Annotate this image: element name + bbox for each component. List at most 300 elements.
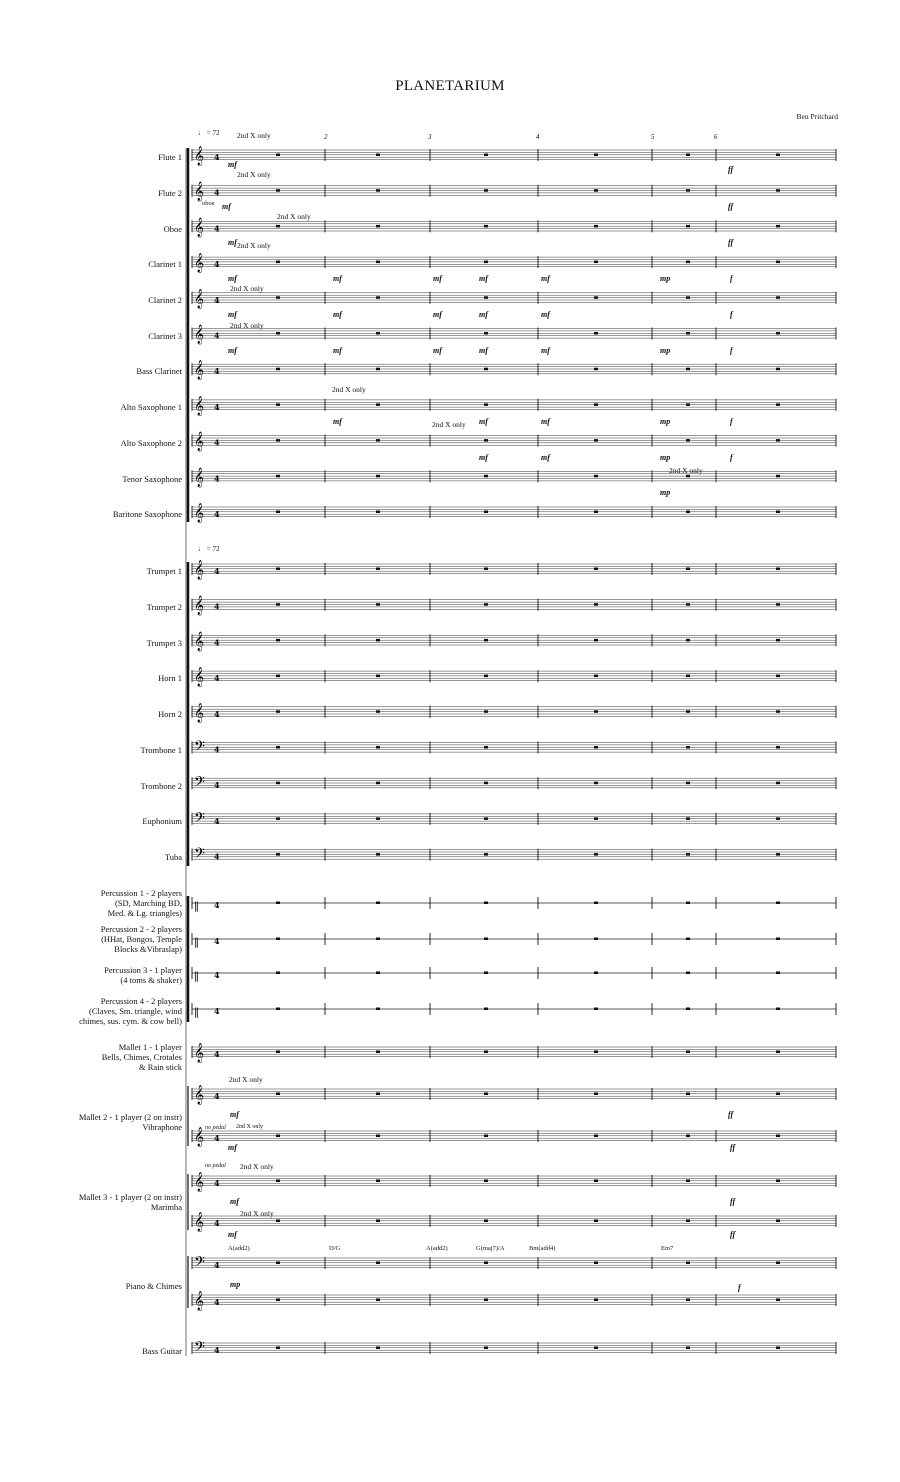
instrument-label: Horn 1 [158, 673, 182, 683]
dynamic: mf [541, 346, 550, 355]
mallet-label: Mallet 3 - 1 player (2 on instr) Marimba [78, 1192, 182, 1212]
dynamic: mf [479, 417, 488, 426]
rest-mark [484, 225, 488, 228]
clef-icon: ‖ [194, 937, 199, 948]
dynamic: f [730, 417, 733, 426]
rest-mark [276, 603, 280, 606]
time-signature: 4 [214, 187, 220, 198]
rest-mark [484, 938, 488, 941]
rest-mark [276, 1008, 280, 1011]
rest-mark [594, 1008, 598, 1011]
rest-mark [376, 1347, 380, 1350]
cue-text: 2nd X only [237, 131, 271, 140]
cue-text: 2nd X only [230, 284, 264, 293]
dynamic: mf [479, 310, 488, 319]
clef-icon: 𝄢 [194, 738, 205, 759]
time-signature: 4 [214, 223, 220, 234]
rest-mark [686, 368, 690, 371]
rest-mark [594, 817, 598, 820]
rest-mark [776, 746, 780, 749]
rest-mark [686, 938, 690, 941]
instrument-label: Alto Saxophone 1 [120, 402, 182, 412]
time-signature: 4 [214, 1091, 220, 1101]
rest-mark [484, 261, 488, 264]
rest-mark [776, 439, 780, 442]
time-signature: 4 [214, 1260, 220, 1270]
rest-mark [776, 1008, 780, 1011]
mallet-label: Mallet 1 - 1 player Bells, Chimes, Crotales & Rain stick [101, 1042, 182, 1072]
rest-mark [686, 403, 690, 406]
rest-mark [276, 1347, 280, 1350]
rest-mark [686, 1299, 690, 1302]
rest-mark [276, 853, 280, 856]
dynamic: mf [230, 1110, 239, 1119]
dynamic: mf [228, 274, 237, 283]
dynamic: mf [333, 274, 342, 283]
time-signature: 4 [214, 366, 220, 377]
rest-mark [376, 368, 380, 371]
dynamic: mp [660, 346, 671, 355]
rest-mark [484, 603, 488, 606]
clef-icon: 𝄞 [194, 595, 205, 616]
rest-mark [594, 154, 598, 157]
percussion-label: Percussion 4 - 2 players (Claves, Sm. triangle, wind chimes, sus. cym. & cow bell) [79, 996, 182, 1026]
bass-guitar-label: Bass Guitar [142, 1346, 182, 1356]
dynamic: mf [541, 417, 550, 426]
rest-mark [376, 189, 380, 192]
rest-mark [276, 511, 280, 514]
rest-mark [276, 296, 280, 299]
rest-mark [594, 1093, 598, 1096]
rest-mark [594, 439, 598, 442]
dynamic: mf [433, 310, 442, 319]
time-signature: 4 [214, 1297, 220, 1307]
dynamic: mf [230, 1197, 239, 1206]
clef-icon: 𝄞 [194, 146, 205, 166]
clef-icon: ‖ [194, 971, 199, 982]
percussion-label: Percussion 3 - 1 player (4 toms & shaker) [104, 965, 182, 985]
instrument-label: Tenor Saxophone [122, 474, 182, 484]
rest-mark [776, 710, 780, 713]
rest-mark [776, 972, 780, 975]
rest-mark [376, 154, 380, 157]
rest-mark [376, 1299, 380, 1302]
dynamic: mf [228, 310, 237, 319]
rest-mark [686, 225, 690, 228]
time-signature: 4 [214, 1345, 220, 1355]
rest-mark [484, 1051, 488, 1054]
no-pedal: no pedal [205, 1163, 226, 1169]
chord-symbol: A(add2) [228, 1245, 250, 1252]
dynamic: mf [541, 453, 550, 462]
rest-mark [776, 938, 780, 941]
rest-mark [276, 403, 280, 406]
clef-icon: 𝄞 [194, 181, 205, 202]
rest-mark [686, 296, 690, 299]
rest-mark [686, 902, 690, 905]
clef-icon: 𝄢 [194, 809, 205, 830]
rest-mark [376, 746, 380, 749]
rest-mark [594, 972, 598, 975]
dynamic: mf [228, 238, 237, 247]
rest-mark [686, 189, 690, 192]
rest-mark [594, 568, 598, 571]
dynamic: mf [333, 346, 342, 355]
instrument-label: Euphonium [142, 816, 182, 826]
measure-number: 4 [536, 133, 540, 141]
time-signature: 4 [214, 1133, 220, 1143]
rest-mark [594, 853, 598, 856]
rest-mark [686, 568, 690, 571]
rest-mark [594, 746, 598, 749]
rest-mark [484, 403, 488, 406]
rest-mark [776, 154, 780, 157]
rest-mark [484, 639, 488, 642]
rest-mark [594, 296, 598, 299]
time-signature: 4 [214, 509, 220, 519]
time-signature: 4 [214, 780, 220, 791]
rest-mark [594, 1299, 598, 1302]
rest-mark [484, 1220, 488, 1223]
rest-mark [276, 639, 280, 642]
measure-number: 2 [324, 133, 328, 141]
rest-mark [276, 902, 280, 905]
instrument-label: Clarinet 2 [148, 295, 182, 305]
tempo-marking: ♩ = 72 [198, 129, 220, 137]
rest-mark [594, 710, 598, 713]
rest-mark [686, 1008, 690, 1011]
rest-mark [484, 902, 488, 905]
time-signature: 4 [214, 601, 220, 612]
dynamic: ff [728, 202, 734, 211]
rest-mark [376, 1093, 380, 1096]
rest-mark [376, 817, 380, 820]
rest-mark [686, 154, 690, 157]
clef-icon: 𝄢 [194, 1254, 205, 1274]
dynamic: mf [228, 1230, 237, 1239]
clef-icon: 𝄞 [194, 1085, 205, 1105]
clef-icon: 𝄢 [194, 845, 205, 866]
rest-mark [776, 403, 780, 406]
rest-mark [276, 1093, 280, 1096]
rest-mark [276, 475, 280, 478]
rest-mark [276, 710, 280, 713]
rest-mark [776, 511, 780, 514]
chord-symbol: Em7 [661, 1245, 674, 1252]
rest-mark [776, 475, 780, 478]
rest-mark [484, 439, 488, 442]
rest-mark [594, 782, 598, 785]
instrument-label: Tuba [164, 852, 182, 862]
dynamic: mf [433, 346, 442, 355]
instrument-label: Flute 2 [158, 188, 182, 198]
rest-mark [594, 938, 598, 941]
cue-text: 2nd X only [240, 1162, 274, 1171]
dynamic: mf [541, 310, 550, 319]
clef-icon: 𝄞 [194, 1291, 205, 1311]
cue-text: 2nd X only [237, 170, 271, 179]
cue-text: 2nd X only [669, 466, 703, 475]
instrument-label: Trumpet 3 [146, 638, 182, 648]
time-signature: 4 [214, 637, 220, 648]
dynamic: mf [333, 310, 342, 319]
cue-text: 2nd X only [332, 385, 366, 394]
rest-mark [276, 675, 280, 678]
rest-mark [776, 1051, 780, 1054]
rest-mark [686, 853, 690, 856]
rest-mark [776, 639, 780, 642]
rest-mark [686, 710, 690, 713]
rest-mark [686, 1135, 690, 1138]
dynamic: f [730, 346, 733, 355]
dynamic: mf [228, 346, 237, 355]
rest-mark [776, 1180, 780, 1183]
rest-mark [594, 675, 598, 678]
rest-mark [686, 639, 690, 642]
rest-mark [686, 972, 690, 975]
rest-mark [484, 710, 488, 713]
rest-mark [776, 603, 780, 606]
rest-mark [594, 1347, 598, 1350]
rest-mark [776, 225, 780, 228]
clef-icon: 𝄞 [194, 1127, 205, 1147]
cue-text: 2nd X only [240, 1209, 274, 1218]
rest-mark [686, 439, 690, 442]
dynamic: mf [433, 274, 442, 283]
instrument-label: Bass Clarinet [136, 366, 182, 376]
dynamic: mf [222, 202, 231, 211]
time-signature: 4 [214, 294, 220, 305]
percussion-label: Percussion 1 - 2 players (SD, Marching BD, Med. & Lg. triangles) [100, 888, 182, 918]
dynamic: mp [660, 417, 671, 426]
page-title: PLANETARIUM [395, 78, 505, 94]
rest-mark [686, 1262, 690, 1265]
rest-mark [276, 1299, 280, 1302]
rest-mark [686, 1347, 690, 1350]
rest-mark [484, 972, 488, 975]
rest-mark [594, 475, 598, 478]
rest-mark [776, 332, 780, 335]
instrument-label: Horn 2 [158, 709, 182, 719]
rest-mark [484, 1093, 488, 1096]
rest-mark [376, 853, 380, 856]
rest-mark [594, 1051, 598, 1054]
rest-mark [276, 568, 280, 571]
dynamic: f [730, 274, 733, 283]
chord-symbol: G(maj7)/A [476, 1245, 505, 1252]
time-signature: 4 [214, 1049, 220, 1059]
rest-mark [376, 403, 380, 406]
time-signature: 4 [214, 673, 220, 684]
cue-text: 2nd X only [237, 241, 271, 250]
rest-mark [686, 746, 690, 749]
rest-mark [776, 853, 780, 856]
rest-mark [484, 1299, 488, 1302]
rest-mark [376, 1051, 380, 1054]
dynamic: ff [728, 238, 734, 247]
rest-mark [276, 332, 280, 335]
time-signature: 4 [214, 970, 220, 980]
instrument-label: Trumpet 1 [146, 566, 182, 576]
clef-icon: 𝄞 [194, 324, 205, 345]
rest-mark [594, 1220, 598, 1223]
cue-text: 2nd X only [277, 212, 311, 221]
tempo-marking-brass: ♩ = 72 [198, 545, 220, 553]
rest-mark [376, 296, 380, 299]
rest-mark [276, 368, 280, 371]
rest-mark [376, 1262, 380, 1265]
rest-mark [484, 1135, 488, 1138]
time-signature: 4 [214, 708, 220, 719]
clef-icon: 𝄢 [194, 774, 205, 795]
rest-mark [376, 675, 380, 678]
cue-text: 2nd X only [236, 1124, 263, 1130]
rest-mark [776, 1299, 780, 1302]
cue-text: 2nd X only [229, 1075, 263, 1084]
clef-icon: ‖ [194, 901, 199, 912]
rest-mark [276, 782, 280, 785]
dynamic: ff [730, 1197, 736, 1206]
rest-mark [686, 511, 690, 514]
rest-mark [776, 368, 780, 371]
clef-icon: 𝄞 [194, 360, 205, 381]
instrument-label: Trombone 2 [140, 781, 182, 791]
instrument-label: Clarinet 3 [148, 331, 182, 341]
rest-mark [276, 1180, 280, 1183]
clef-icon: 𝄞 [194, 1212, 205, 1232]
rest-mark [484, 332, 488, 335]
rest-mark [276, 817, 280, 820]
rest-mark [776, 1262, 780, 1265]
no-pedal: no pedal [205, 1125, 226, 1131]
rest-mark [776, 817, 780, 820]
rest-mark [484, 853, 488, 856]
rest-mark [276, 1135, 280, 1138]
rest-mark [776, 296, 780, 299]
rest-mark [776, 1347, 780, 1350]
instrument-label: Trumpet 2 [146, 602, 182, 612]
dynamic: mp [660, 453, 671, 462]
rest-mark [276, 1220, 280, 1223]
dynamic: ff [728, 1110, 734, 1119]
rest-mark [484, 782, 488, 785]
rest-mark [276, 154, 280, 157]
rest-mark [484, 511, 488, 514]
piano-label: Piano & Chimes [125, 1281, 182, 1291]
rest-mark [376, 439, 380, 442]
rest-mark [276, 1262, 280, 1265]
rest-mark [484, 568, 488, 571]
clef-icon: 𝄞 [194, 631, 205, 652]
chord-symbol: Bm(add4) [529, 1245, 556, 1252]
clef-icon: 𝄞 [194, 431, 205, 452]
cue-text: 2nd X only [432, 420, 466, 429]
rest-mark [484, 1262, 488, 1265]
clef-icon: 𝄞 [194, 253, 205, 274]
cue-text: 2nd X only [230, 321, 264, 330]
time-signature: 4 [214, 473, 220, 484]
chord-symbol: D/G [329, 1245, 341, 1252]
dynamic: ff [730, 1143, 736, 1152]
rest-mark [484, 675, 488, 678]
rest-mark [484, 746, 488, 749]
clef-icon: 𝄞 [194, 702, 205, 723]
clef-icon: 𝄞 [194, 217, 205, 238]
rest-mark [776, 189, 780, 192]
rest-mark [594, 1180, 598, 1183]
rest-mark [686, 261, 690, 264]
rest-mark [484, 189, 488, 192]
rest-mark [276, 938, 280, 941]
rest-mark [594, 368, 598, 371]
dynamic: mp [230, 1280, 241, 1289]
instrument-label: Trombone 1 [140, 745, 182, 755]
clef-icon: 𝄢 [194, 1339, 205, 1359]
percussion-label: Percussion 2 - 2 players (HHat, Bongos, Temple Blocks &Vibraslap) [100, 924, 182, 954]
dynamic: mp [660, 488, 671, 497]
rest-mark [594, 261, 598, 264]
rest-mark [776, 782, 780, 785]
rest-mark [594, 1262, 598, 1265]
rest-mark [686, 1093, 690, 1096]
time-signature: 4 [214, 1218, 220, 1228]
rest-mark [276, 972, 280, 975]
rest-mark [376, 225, 380, 228]
rest-mark [376, 710, 380, 713]
clef-icon: 𝄞 [194, 560, 205, 580]
rest-mark [484, 1008, 488, 1011]
time-signature: 4 [214, 1006, 220, 1016]
rest-mark [776, 568, 780, 571]
rest-mark [376, 639, 380, 642]
rest-mark [484, 296, 488, 299]
clef-icon: 𝄞 [194, 467, 205, 488]
rest-mark [376, 782, 380, 785]
rest-mark [484, 475, 488, 478]
rest-mark [376, 972, 380, 975]
time-signature: 4 [214, 566, 220, 576]
time-signature: 4 [214, 815, 220, 826]
rest-mark [376, 475, 380, 478]
rest-mark [686, 817, 690, 820]
dynamic: mf [228, 1143, 237, 1152]
clef-icon: 𝄞 [194, 1043, 205, 1063]
rest-mark [484, 154, 488, 157]
rest-mark [594, 403, 598, 406]
rest-mark [776, 261, 780, 264]
dynamic: mf [228, 160, 237, 169]
rest-mark [376, 1220, 380, 1223]
rest-mark [594, 189, 598, 192]
rest-mark [376, 902, 380, 905]
rest-mark [686, 332, 690, 335]
rest-mark [776, 1220, 780, 1223]
clef-icon: 𝄞 [194, 1172, 205, 1192]
rest-mark [276, 261, 280, 264]
rest-mark [686, 1220, 690, 1223]
instrument-label: Baritone Saxophone [112, 509, 182, 519]
measure-number: 3 [428, 133, 432, 141]
dynamic: mf [541, 274, 550, 283]
rest-mark [686, 475, 690, 478]
time-signature: 4 [214, 437, 220, 448]
dynamic: ff [730, 1230, 736, 1239]
dynamic: f [730, 310, 733, 319]
chord-symbol: A(add2) [426, 1245, 448, 1252]
time-signature: 4 [214, 152, 220, 162]
rest-mark [376, 332, 380, 335]
dynamic: mf [479, 453, 488, 462]
